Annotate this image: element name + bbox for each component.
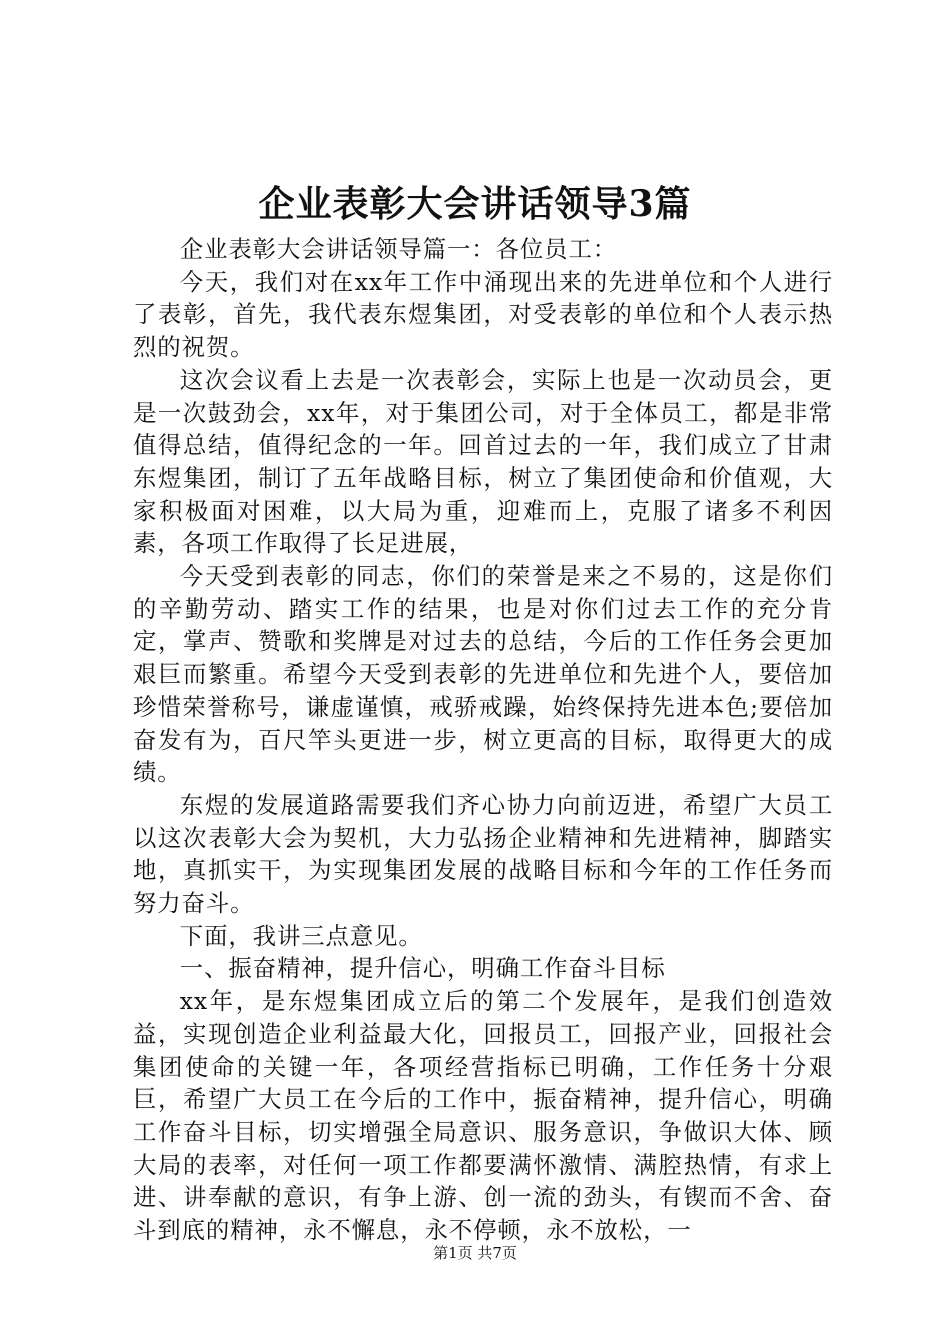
paragraph-commendation: 今天，我们对在xx年工作中涌现出来的先进单位和个人进行了表彰，首先，我代表东煜集团，对受表彰的单位和个人表示热烈的祝贺。 (133, 267, 833, 362)
document-body (133, 233, 833, 1247)
page-footer: 第1页 共7页 (433, 1244, 517, 1262)
paragraph-three-points: 下面，我讲三点意见。 (179, 921, 423, 950)
paragraph-honorees: 今天受到表彰的同志，你们的荣誉是来之不易的，这是你们的辛勤劳动、踏实工作的结果，也是对你们过去工作的充分肯定，掌声、赞歌和奖牌是对过去的总结，今后的工作任务会更加艰巨而繁重。希望今天受到表彰的先进单位和先进个人，要倍加珍惜荣誉称号，谦虚谨慎，戒骄戒躁，始终保持先进本色;要倍加奋发有为，百尺竿头更进一步，树立更高的目标，取得更大的成绩。 (133, 562, 833, 787)
paragraph-development: 东煜的发展道路需要我们齐心协力向前迈进，希望广大员工以这次表彰大会为契机，大力弘扬企业精神和先进精神，脚踏实地，真抓实干，为实现集团发展的战略目标和今年的工作任务而努力奋斗。 (133, 790, 833, 918)
document-title: 企业表彰大会讲话领导3篇 (258, 183, 692, 225)
section-heading-one: 一、振奋精神，提升信心，明确工作奋斗目标 (179, 954, 666, 983)
paragraph-meeting-review: 这次会议看上去是一次表彰会，实际上也是一次动员会，更是一次鼓劲会，xx年，对于集团公司，对于全体员工，都是非常值得总结，值得纪念的一年。回首过去的一年，我们成立了甘肃东煜集团，制订了五年战略目标，树立了集团使命和价值观，大家积极面对困难，以大局为重，迎难而上，克服了诸多不利因素，各项工作取得了长足进展， (133, 365, 833, 558)
paragraph-second-year: xx年，是东煜集团成立后的第二个发展年，是我们创造效益，实现创造企业利益最大化，回报员工，回报产业，回报社会集团使命的关键一年，各项经营指标已明确，工作任务十分艰巨，希望广大员工在今后的工作中，振奋精神，提升信心，明确工作奋斗目标，切实增强全局意识、服务意识，争做识大体、顾大局的表率，对任何一项工作都要满怀激情、满腔热情，有求上进、讲奉献的意识，有争上游、创一流的劲头，有锲而不舍、奋斗到底的精神，永不懈息，永不停顿，永不放松，一 (133, 987, 833, 1245)
paragraph-salutation: 企业表彰大会讲话领导篇一：各位员工： (179, 235, 618, 263)
